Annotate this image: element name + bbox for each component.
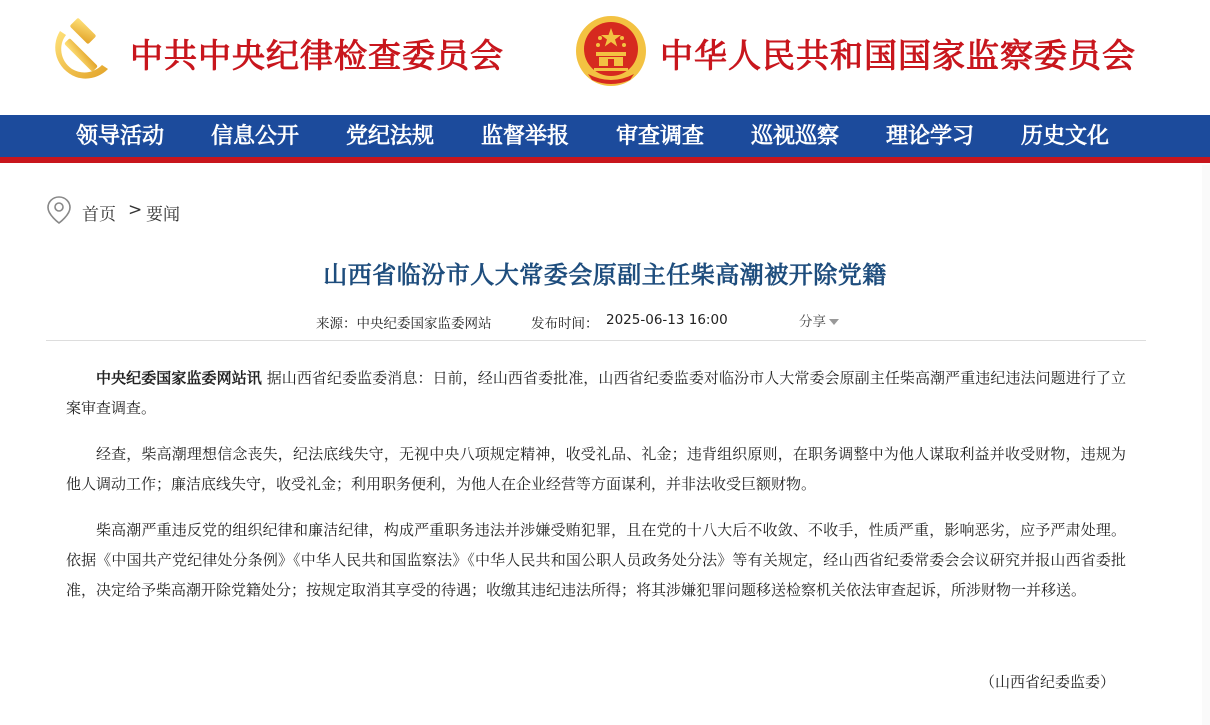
share-button[interactable] [799, 310, 839, 330]
article-paragraph-1 [66, 363, 1126, 423]
article-time-label: 发布时间： [531, 316, 599, 332]
article-lead-bold: 中央纪委国家监委网站讯 [96, 369, 262, 387]
article-signoff: （山西省纪委监委） [980, 673, 1116, 691]
article-title: 山西省临汾市人大常委会原副主任柴高潮被开除党籍 [323, 261, 887, 289]
breadcrumb-separator: > [128, 200, 143, 220]
hammer-sickle-icon [48, 17, 116, 85]
cpc-discipline-commission-title[interactable]: 中共中央纪律检查委员会 [130, 36, 504, 75]
caret-down-icon [829, 319, 839, 325]
breadcrumb-current-link[interactable]: 要闻 [146, 205, 180, 225]
main-nav [0, 115, 1210, 157]
article-paragraph-1-text: 据山西省纪委监委消息：日前，经山西省委批准，山西省纪委监委对临汾市人大常委会原副主任柴高潮严重违纪违法问题进行了立案审查调查。 [66, 369, 1126, 417]
nav-accent-bar [0, 157, 1210, 163]
article-time-value: 2025-06-13 16:00 [606, 312, 728, 328]
national-supervision-commission-title[interactable]: 中华人民共和国国家监察委员会 [660, 36, 1136, 75]
article-paragraph-2: 经查，柴高潮理想信念丧失，纪法底线失守，无视中央八项规定精神，收受礼品、礼金；违背组织原则，在职务调整中为他人谋取利益并收受财物，违规为他人调动工作；廉洁底线失守，收受礼金；利用职务便利，为他人在企业经营等方面谋利，并非法收受巨额财物。 [66, 445, 1126, 493]
share-label: 分享 [799, 314, 826, 330]
nav-leadership-activities[interactable]: 领导活动 [76, 123, 165, 149]
article-paragraph-3: 柴高潮严重违反党的组织纪律和廉洁纪律，构成严重职务违法并涉嫌受贿犯罪，且在党的十八大后不收敛、不收手，性质严重，影响恶劣，应予严肃处理。依据《中国共产党纪律处分条例》《中华人民共和国监察法》《中华人民共和国公职人员政务处分法》等有关规定，经山西省纪委常委会会议研究并报山西省委批准，决定给予柴高潮开除党籍处分；按规定取消其享受的待遇；收缴其违纪违法所得；将其涉嫌犯罪问题移送检察机关依法审查起诉，所涉财物一并移送。 [66, 521, 1126, 599]
site-header [0, 0, 1210, 115]
nav-review-investigation[interactable]: 审查调查 [616, 123, 705, 149]
nav-party-regulations[interactable]: 党纪法规 [346, 123, 435, 149]
meta-divider [46, 340, 1146, 341]
nav-inspection-tours[interactable]: 巡视巡察 [751, 123, 840, 149]
nav-history-culture[interactable]: 历史文化 [1021, 123, 1110, 149]
article-body [66, 363, 1126, 621]
breadcrumb-home-link[interactable]: 首页 [82, 205, 116, 225]
nav-supervision-report[interactable]: 监督举报 [481, 123, 570, 149]
nav-theory-study[interactable]: 理论学习 [886, 123, 975, 149]
location-pin-icon [46, 195, 72, 225]
article-source: 来源：中央纪委国家监委网站 [316, 316, 492, 332]
scrollbar-track[interactable] [1202, 165, 1210, 725]
national-emblem-icon [574, 14, 648, 88]
nav-information-disclosure[interactable]: 信息公开 [211, 123, 300, 149]
